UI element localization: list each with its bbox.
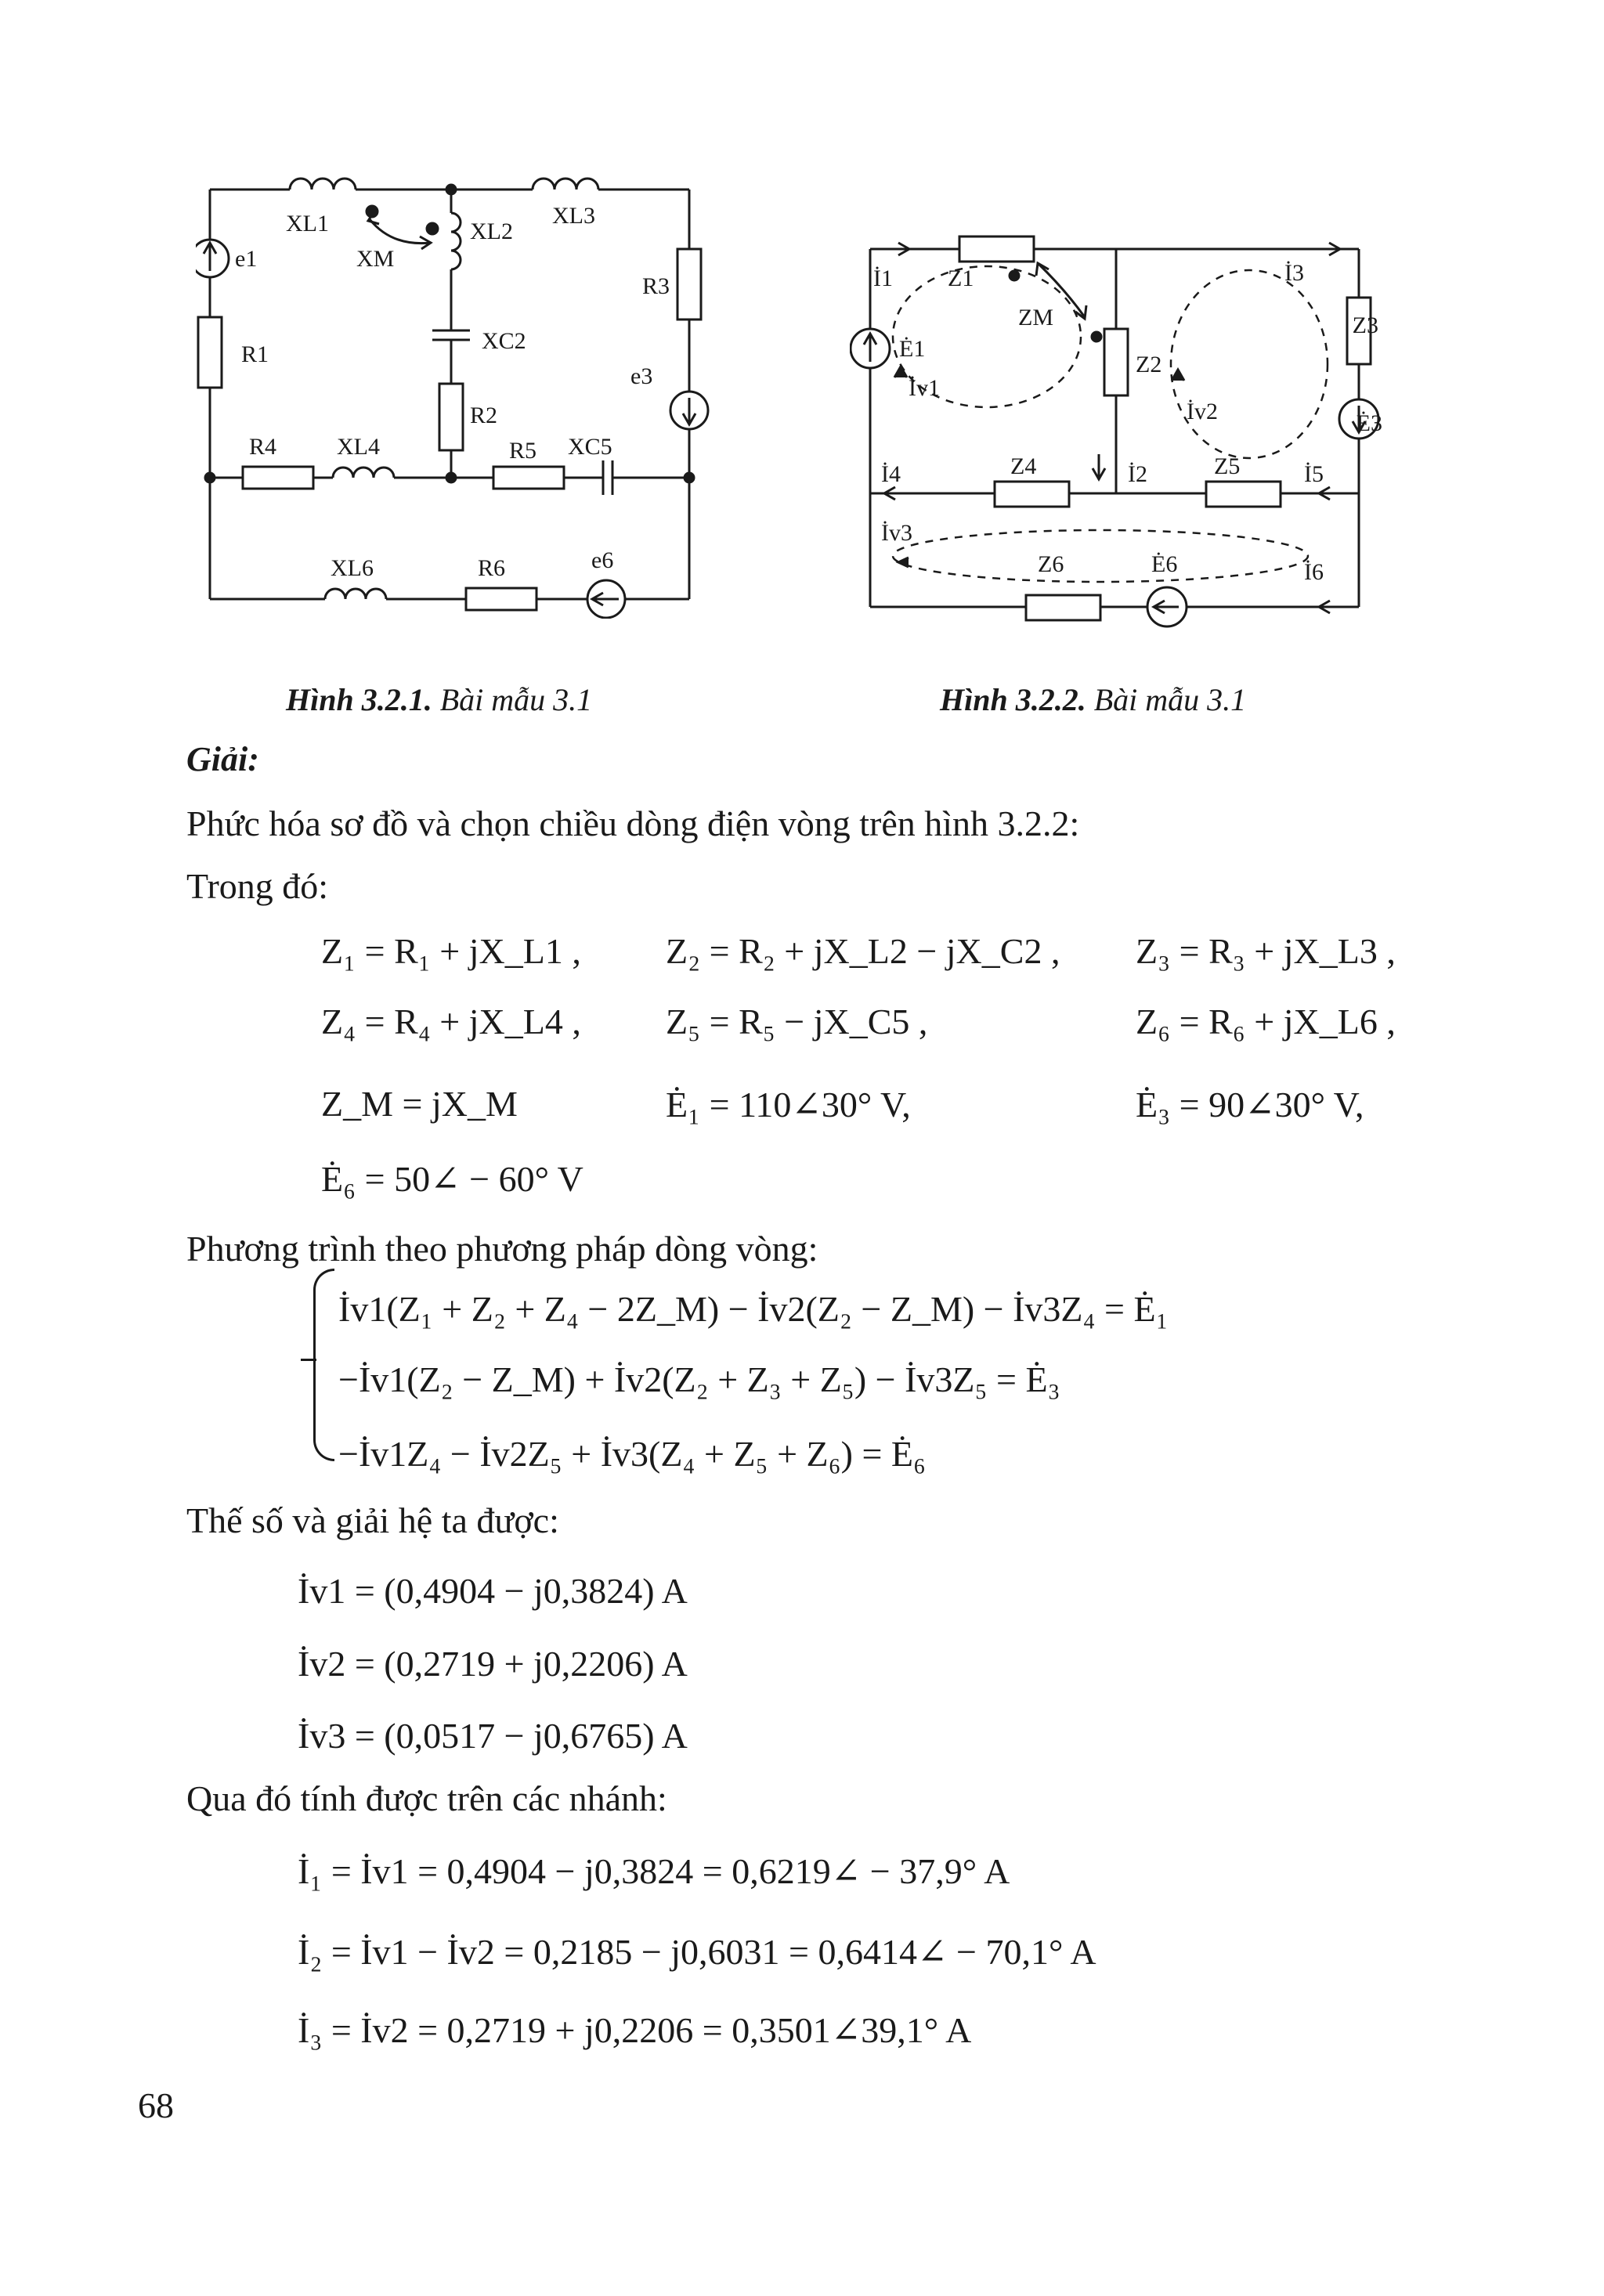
figure-3-2-1 [196,157,713,619]
label-i5: İ5 [1304,461,1324,487]
label-i3: İ3 [1284,260,1304,286]
def-e3: Ė₃ = 90∠30° V, [1136,1085,1364,1125]
caption-text: Bài mẫu 3.1 [432,682,593,717]
impedance-z1 [959,236,1034,262]
equation-2: −İv1(Z₂ − Z_M) + İv2(Z₂ + Z₃ + Z₅) − İv3Z₅ = Ė₃ [338,1359,1060,1399]
circuit-diagram-1 [196,157,713,619]
label-z4: Z4 [1010,453,1037,479]
inductor-xl4 [333,468,394,478]
resistor-r2 [439,384,463,450]
label-r5: R5 [509,438,537,464]
label-e1: Ė1 [899,336,926,362]
solution-heading: Giải: [186,740,259,778]
label-e3: e3 [630,363,653,389]
figure-caption-2 [940,681,1246,718]
label-xl1: XL1 [286,211,329,236]
system-brace-tip [301,1359,316,1361]
branch-text: Qua đó tính được trên các nhánh: [186,1778,667,1818]
figure-caption-1 [286,681,592,718]
caption-number: Hình 3.2.2. [940,682,1086,717]
branch-i2: İ₂ = İv1 − İv2 = 0,2185 − j0,6031 = 0,6414∠ − 70,1° A [298,1932,1096,1972]
inductor-xl1 [290,179,356,190]
def-z5: Z₅ = R₅ − jX_C5 , [666,1002,928,1042]
resistor-r5 [493,467,564,489]
label-z6: Z6 [1038,551,1064,577]
label-z2: Z2 [1136,352,1162,377]
label-xl3: XL3 [552,203,595,229]
def-e6: Ė₆ = 50∠ − 60° V [321,1159,583,1199]
label-z3: Z3 [1352,312,1378,338]
inductor-xl6 [325,589,386,599]
label-r3: R3 [642,273,670,299]
figure-3-2-2 [850,227,1382,642]
branch-i3: İ₃ = İv2 = 0,2719 + j0,2206 = 0,3501∠39,1° A [298,2010,972,2050]
inductor-xl3 [533,179,598,190]
arrow-i2 [1093,454,1105,479]
label-xc5: XC5 [568,434,612,460]
def-z1: Z₁ = R₁ + jX_L1 , [321,931,581,971]
label-xl2: XL2 [470,218,513,244]
label-i6: İ6 [1304,559,1324,585]
resistor-r3 [677,249,701,319]
label-xl4: XL4 [337,434,380,460]
label-xc2: XC2 [482,328,526,354]
def-e1: Ė₁ = 110∠30° V, [666,1085,911,1125]
label-e6: e6 [591,547,614,573]
loop-iv2 [1171,270,1328,458]
arrow-i3 [1312,243,1340,255]
resistor-r6 [466,588,536,610]
caption-number: Hình 3.2.1. [286,682,432,717]
label-iv1: İv1 [909,375,940,401]
label-iv3: İv3 [881,520,912,546]
result-iv2: İv2 = (0,2719 + j0,2206) A [298,1644,688,1684]
substitute-text: Thế số và giải hệ ta được: [186,1500,559,1540]
result-iv1: İv1 = (0,4904 − j0,3824) A [298,1571,688,1611]
where-text: Trong đó: [186,866,329,906]
arrow-i5 [1319,487,1347,500]
arrow-i6 [1319,601,1347,613]
label-i1: İ1 [873,265,893,291]
label-i2: İ2 [1128,461,1147,487]
def-z6: Z₆ = R₆ + jX_L6 , [1136,1002,1396,1042]
label-i4: İ4 [881,461,901,487]
impedance-z2 [1104,329,1128,395]
label-r6: R6 [478,555,506,581]
label-r2: R2 [470,403,498,428]
def-zm: Z_M = jX_M [321,1084,518,1124]
impedance-z6 [1026,595,1100,620]
label-iv2: İv2 [1187,399,1218,424]
def-z2: Z₂ = R₂ + jX_L2 − jX_C2 , [666,931,1060,971]
label-xl6: XL6 [331,555,374,581]
resistor-r1 [198,317,222,388]
method-text: Phương trình theo phương pháp dòng vòng: [186,1229,818,1269]
label-r4: R4 [249,434,277,460]
circuit-diagram-2 [850,227,1382,642]
impedance-z5 [1206,482,1281,507]
caption-text: Bài mẫu 3.1 [1086,682,1247,717]
impedance-z4 [995,482,1069,507]
label-e1: e1 [235,246,258,272]
arrow-i4 [884,487,912,500]
label-zm: ZM [1018,305,1053,330]
def-z4: Z₄ = R₄ + jX_L4 , [321,1002,581,1042]
page-number: 68 [138,2085,174,2125]
intro-text: Phức hóa sơ đồ và chọn chiều dòng điện vòng trên hình 3.2.2: [186,803,1080,843]
result-iv3: İv3 = (0,0517 − j0,6765) A [298,1716,688,1756]
arrow-i1 [881,243,909,255]
loop-iv3 [893,530,1308,582]
def-z3: Z₃ = R₃ + jX_L3 , [1136,931,1396,971]
label-e6: Ė6 [1151,551,1178,577]
resistor-r4 [243,467,313,489]
inductor-xl2 [451,213,461,269]
equation-3: −İv1Z₄ − İv2Z₅ + İv3(Z₄ + Z₅ + Z₆) = Ė₆ [338,1434,927,1474]
label-z5: Z5 [1214,453,1241,479]
label-z1: Z1 [948,265,974,291]
label-r1: R1 [241,341,269,367]
system-brace [313,1269,334,1461]
label-e3: Ė3 [1356,410,1382,436]
branch-i1: İ₁ = İv1 = 0,4904 − j0,3824 = 0,6219∠ − 37,9° A [298,1851,1010,1891]
equation-1: İv1(Z₁ + Z₂ + Z₄ − 2Z_M) − İv2(Z₂ − Z_M) − İv3Z₄ = Ė₁ [338,1289,1169,1329]
label-xm: XM [356,246,395,272]
